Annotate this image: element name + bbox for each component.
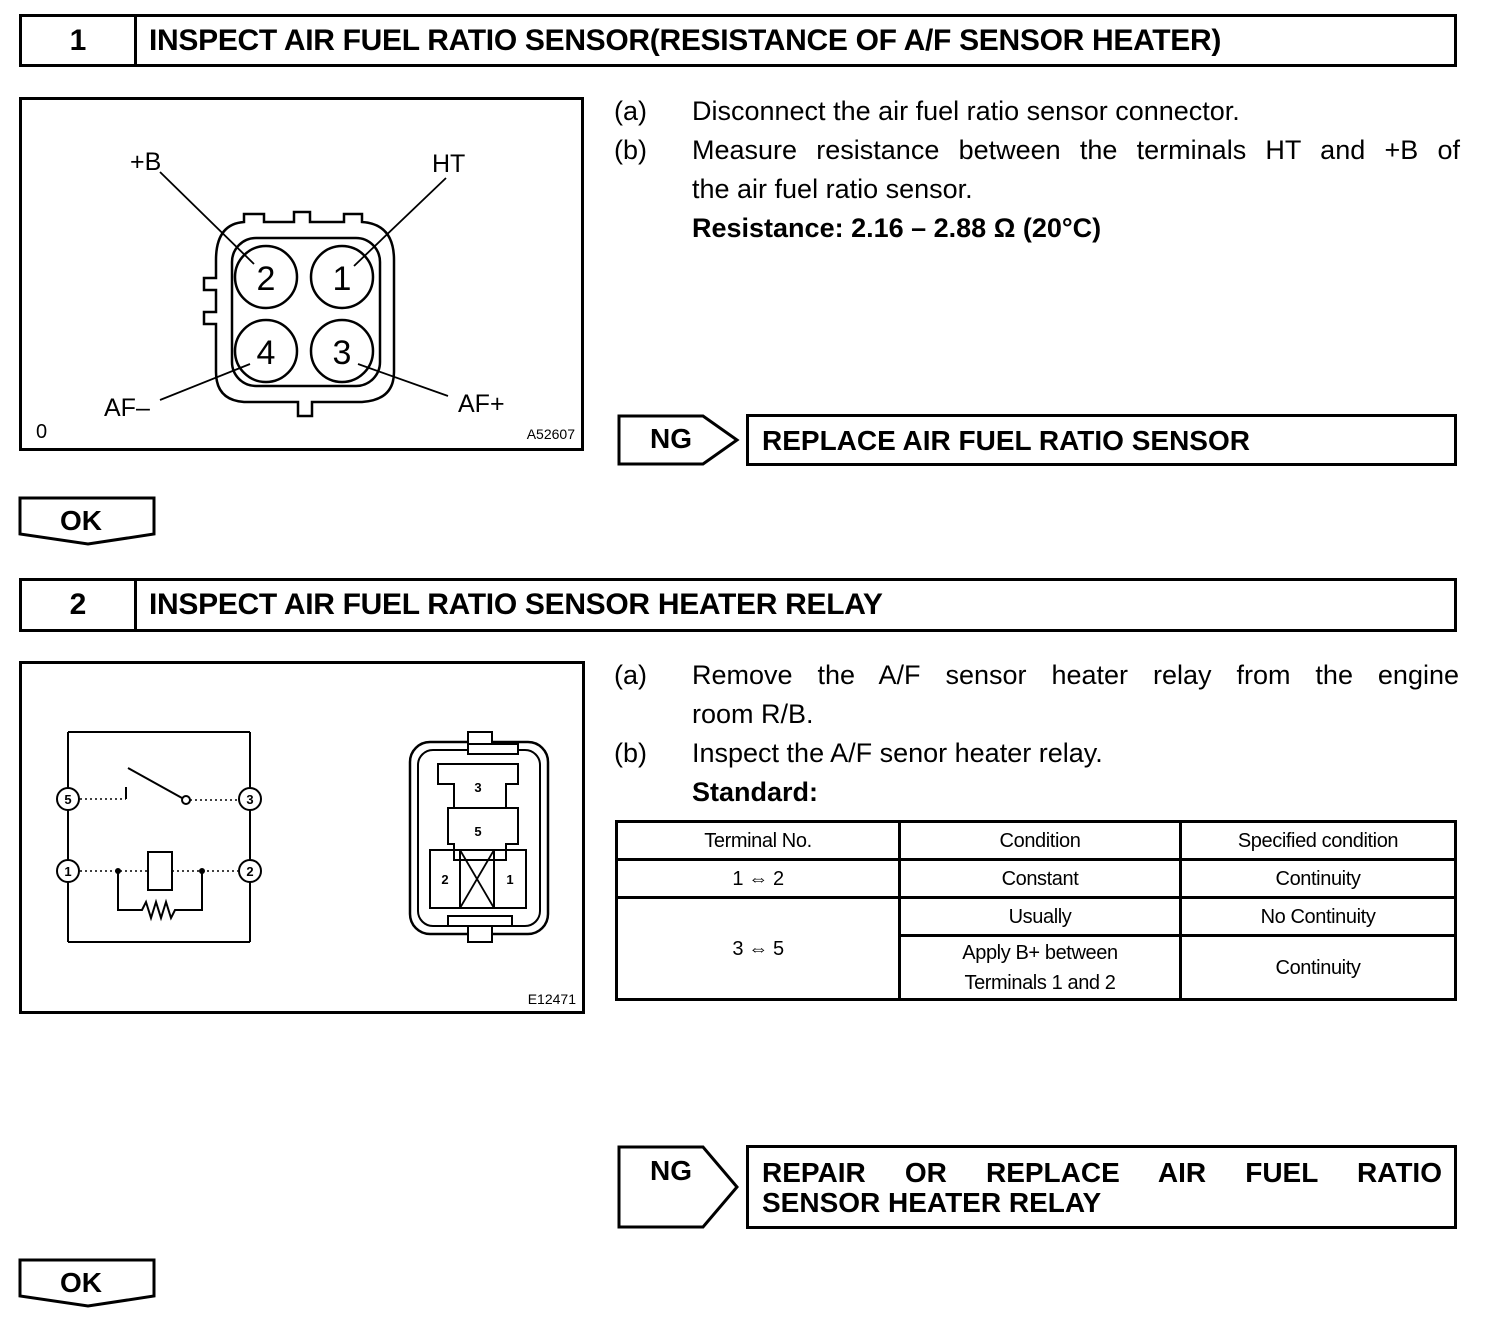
step1-header [19, 14, 1457, 67]
standard-label: Standard: [692, 777, 819, 807]
step1-ng-tag: NG [650, 423, 692, 454]
pin-4-label: 4 [256, 334, 276, 372]
af-plus-label: AF+ [458, 390, 505, 418]
step1-instruction-b [614, 131, 1460, 248]
standard-table [615, 820, 1457, 1001]
ht-label: HT [432, 150, 466, 178]
table-row [617, 860, 1456, 898]
switch-contact [182, 796, 190, 804]
relay-figure [19, 661, 585, 1014]
step2-ok-label: OK [60, 1267, 102, 1298]
pin-1-label: 1 [332, 260, 352, 298]
switch-blade [128, 768, 182, 798]
table-cell-result: Continuity [1181, 860, 1456, 898]
table-cell-condition-multiline [900, 936, 1181, 1000]
table-header-cell: Condition [900, 822, 1181, 860]
relay-pin-2-label: 2 [441, 872, 449, 887]
table-cell-result: Continuity [1181, 936, 1456, 1000]
condition-line1: Apply B+ between [962, 941, 1118, 964]
relay-coil [148, 852, 172, 890]
table-header-cell: Terminal No. [617, 822, 900, 860]
relay-pin-1-label: 1 [506, 872, 514, 887]
instruction-text: Inspect the A/F senor heater relay. [692, 738, 1103, 768]
pin-2-label: 2 [256, 260, 276, 298]
step1-number: 1 [22, 17, 137, 64]
relay-pin-stack [438, 764, 518, 860]
zero-mark: 0 [36, 421, 48, 443]
step2-number: 2 [22, 581, 137, 629]
step2-instruction-b [614, 734, 1459, 812]
step2-instruction-a [614, 656, 1459, 734]
relay-circuit-diagram [22, 664, 582, 1011]
af-minus-leader [160, 364, 250, 400]
step2-instructions [614, 656, 1459, 812]
instruction-text-line1: Measure resistance between the terminals HT and +B of [692, 135, 1460, 165]
relay-pin-3-label: 3 [474, 780, 482, 795]
plus-b-label: +B [130, 148, 162, 176]
table-row [617, 898, 1456, 936]
step1-ng-result [746, 414, 1457, 466]
step2-ng-tag: NG [650, 1155, 692, 1186]
resistance-spec: Resistance: 2.16 – 2.88 Ω (20°C) [692, 213, 1102, 243]
step1-ng-text: REPLACE AIR FUEL RATIO SENSOR [762, 425, 1250, 456]
table-cell-terminal: 1 ⇔ 2 [617, 860, 900, 898]
instruction-text-line2: the air fuel ratio sensor. [692, 174, 973, 204]
step1-instructions [614, 92, 1460, 248]
relay-bottom-tab-bar [448, 916, 512, 926]
instruction-label: (b) [614, 738, 647, 768]
circuit-pin-5-label: 5 [64, 792, 72, 807]
table-cell-condition: Constant [900, 860, 1181, 898]
table-header-cell: Specified condition [1181, 822, 1456, 860]
table-header-row [617, 822, 1456, 860]
circuit-pin-2-label: 2 [246, 864, 254, 879]
instruction-label: (b) [614, 135, 647, 165]
connector-diagram [22, 100, 581, 448]
instruction-text-line1: Remove the A/F sensor heater relay from the engine [692, 660, 1459, 690]
plus-b-leader [160, 172, 254, 264]
step2-ng-text-line1: REPAIR OR REPLACE AIR FUEL RATIO [762, 1157, 1442, 1188]
step2-ng-text-line2: SENSOR HEATER RELAY [762, 1187, 1102, 1218]
relay-top-tab-bar [468, 744, 518, 754]
circuit-pin-1-label: 1 [64, 864, 72, 879]
table-cell-terminal: 3 ⇔ 5 [617, 898, 900, 1000]
step1-instruction-a [614, 92, 1460, 131]
table-cell-condition: Usually [900, 898, 1181, 936]
instruction-text: Disconnect the air fuel ratio sensor connector. [692, 96, 1240, 126]
table-cell-result: No Continuity [1181, 898, 1456, 936]
pin-3-label: 3 [332, 334, 352, 372]
figure2-code: E12471 [527, 991, 576, 1007]
relay-pin-5-label: 5 [474, 824, 482, 839]
figure1-code: A52607 [526, 426, 575, 442]
instruction-label: (a) [614, 660, 647, 690]
step1-ok-label: OK [60, 505, 102, 536]
instruction-text-line2: room R/B. [692, 699, 814, 729]
step2-title: INSPECT AIR FUEL RATIO SENSOR HEATER RELAY [149, 588, 883, 621]
step1-title: INSPECT AIR FUEL RATIO SENSOR(RESISTANCE OF A/F SENSOR HEATER) [149, 23, 1222, 57]
circuit-pin-3-label: 3 [246, 792, 254, 807]
condition-line2: Terminals 1 and 2 [964, 971, 1116, 994]
af-sensor-connector-figure [19, 97, 584, 451]
instruction-label: (a) [614, 96, 647, 126]
af-minus-label: AF– [104, 394, 150, 422]
step2-ng-result [746, 1145, 1457, 1229]
step2-header [19, 578, 1457, 632]
